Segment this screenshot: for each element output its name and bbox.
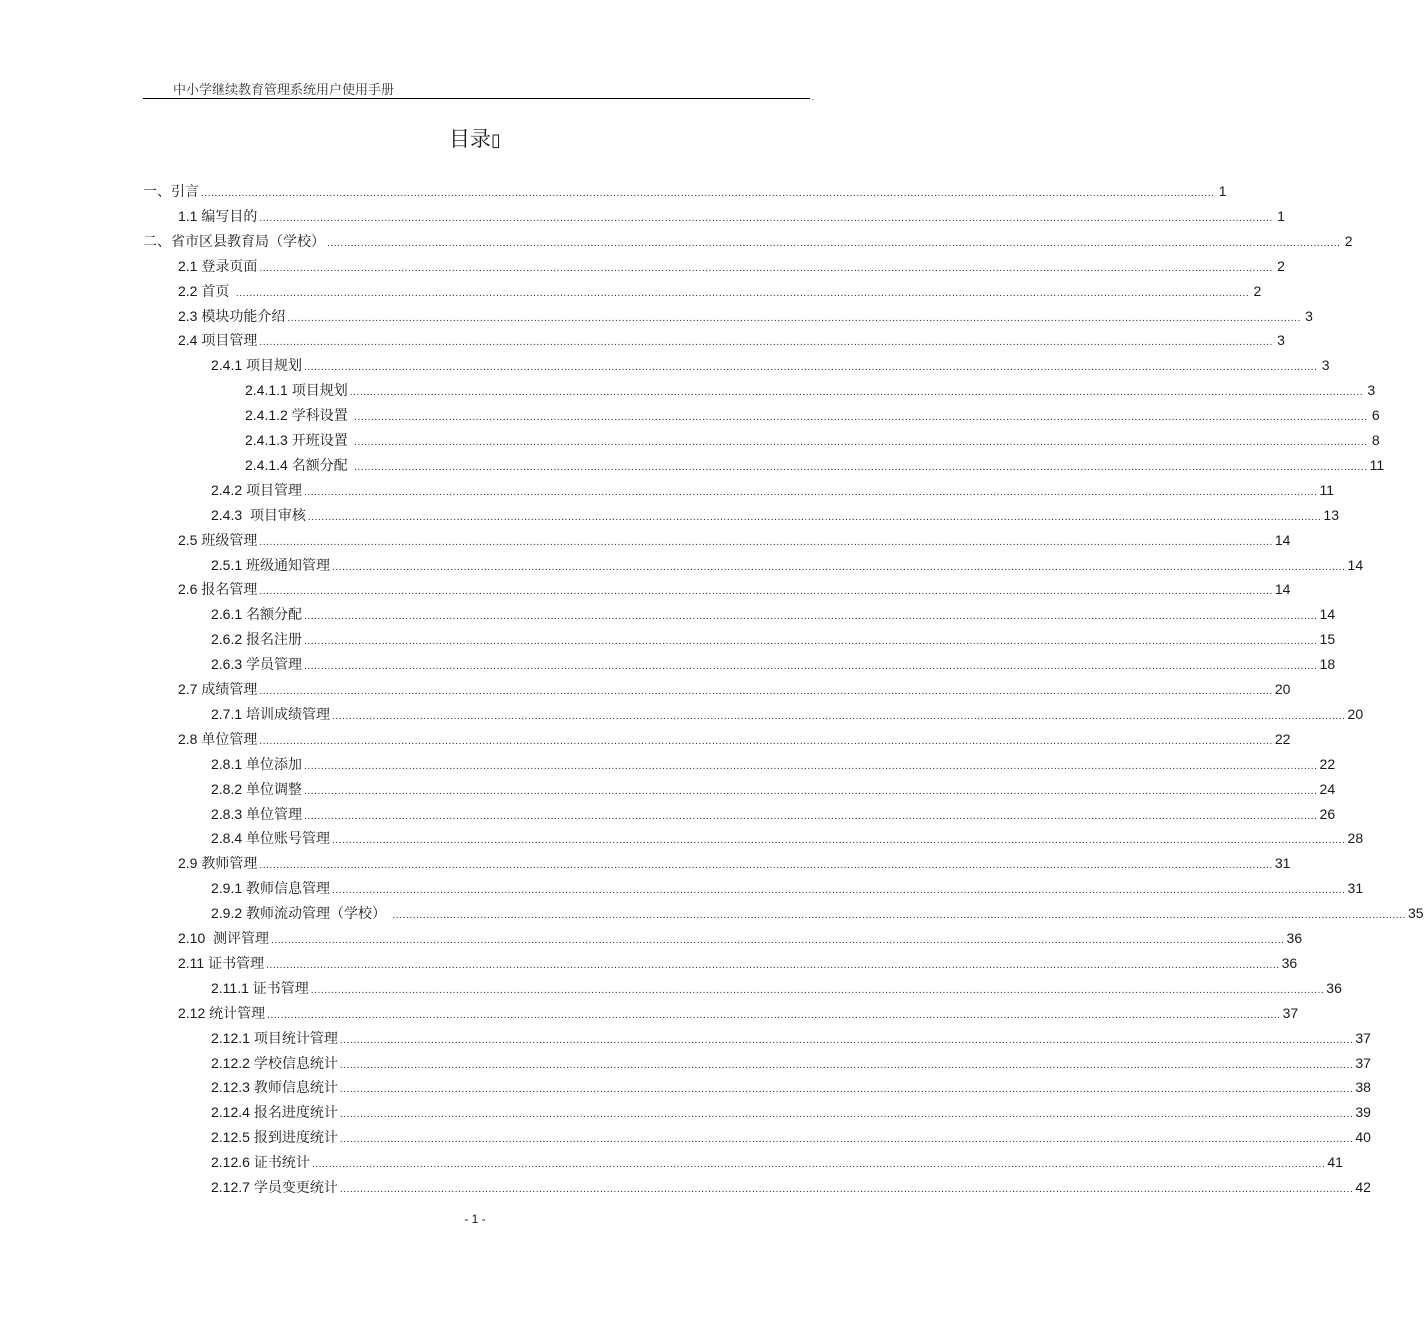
page-footer	[0, 1212, 950, 1226]
toc-entry[interactable]	[178, 204, 1285, 228]
toc-dot-leader: ............................................................................................................................................................................................................................................................................................................	[267, 1010, 1281, 1021]
toc-dot-leader: ............................................................................................................................................................................................................................................................................................................	[304, 362, 1318, 373]
toc-entry-number: 2.12.4	[211, 1104, 254, 1120]
toc-entry[interactable]	[211, 1150, 1343, 1174]
toc-entry[interactable]	[178, 851, 1291, 875]
toc-entry-label: 项目审核	[249, 508, 306, 524]
toc-entry-page: 36	[1326, 980, 1342, 996]
toc-entry-page: 22	[1319, 756, 1336, 772]
toc-dot-leader: ............................................................................................................................................................................................................................................................................................................	[259, 736, 1273, 747]
toc-dot-leader: ............................................................................................................................................................................................................................................................................................................	[304, 786, 1318, 797]
header-dot: .	[811, 93, 814, 102]
toc-entry[interactable]	[211, 602, 1336, 626]
toc-entry-page: 11	[1319, 482, 1335, 498]
page-number: - 1 -	[464, 1212, 486, 1226]
toc-entry-number: 2.8.2	[211, 781, 247, 797]
toc-entry[interactable]	[211, 503, 1339, 527]
toc-entry-label: 测评管理	[213, 931, 270, 947]
toc-entry-page: 41	[1327, 1154, 1343, 1170]
toc-title	[0, 123, 950, 153]
toc-entry-label: 证书统计	[253, 1155, 310, 1171]
toc-entry-page: 40	[1355, 1129, 1371, 1145]
toc-entry[interactable]	[245, 453, 1385, 477]
toc-entry[interactable]	[211, 478, 1335, 502]
toc-entry[interactable]	[143, 229, 1353, 253]
toc-entry[interactable]	[178, 304, 1313, 328]
toc-entry[interactable]	[178, 279, 1262, 303]
toc-entry[interactable]	[211, 353, 1330, 377]
toc-entry-number: 2.2	[178, 283, 202, 299]
toc-dot-leader: ............................................................................................................................................................................................................................................................................................................	[304, 611, 1318, 622]
toc-dot-leader: ............................................................................................................................................................................................................................................................................................................	[304, 636, 1318, 647]
toc-entry-page: 36	[1286, 930, 1303, 946]
toc-entry-number: 2.12.7	[211, 1179, 254, 1195]
toc-entry-page: 2	[1277, 258, 1285, 274]
toc-entry-number: 2.1	[178, 258, 202, 274]
toc-entry-label: 统计管理	[209, 1006, 266, 1022]
toc-dot-leader: ............................................................................................................................................................................................................................................................................................................	[287, 313, 1301, 324]
toc-entry-label: 首页	[201, 284, 234, 300]
toc-dot-leader: ............................................................................................................................................................................................................................................................................................................	[259, 213, 1273, 224]
toc-entry[interactable]	[211, 1075, 1371, 1099]
toc-entry-page: 3	[1367, 382, 1376, 398]
toc-entry-label: 班级管理	[201, 533, 258, 549]
toc-entry-label: 学员管理	[246, 657, 303, 673]
toc-entry-page: 31	[1274, 855, 1291, 871]
toc-entry-page: 38	[1355, 1079, 1371, 1095]
toc-entry-label: 证书管理	[208, 956, 265, 972]
toc-entry[interactable]	[178, 677, 1291, 701]
toc-entry-number: 2.12.1	[211, 1030, 254, 1046]
toc-entry-number: 2.3	[178, 308, 202, 324]
toc-entry-label: 证书管理	[252, 981, 309, 997]
toc-dot-leader: ............................................................................................................................................................................................................................................................................................................	[259, 686, 1273, 697]
toc-entry-label: 学校信息统计	[253, 1056, 338, 1072]
toc-entry-page: 22	[1274, 731, 1291, 747]
toc-entry-number: 2.4	[178, 332, 202, 348]
toc-entry-number: 2.4.1.3	[245, 432, 292, 448]
toc-dot-leader: ............................................................................................................................................................................................................................................................................................................	[354, 462, 1368, 473]
header-title: 中小学继续教育管理系统用户使用手册	[173, 83, 395, 98]
toc-entry-number: 2.6.1	[211, 606, 247, 622]
toc-dot-leader: ............................................................................................................................................................................................................................................................................................................	[332, 711, 1346, 722]
toc-entry-number: 2.7	[178, 681, 202, 697]
toc-dot-leader: ............................................................................................................................................................................................................................................................................................................	[259, 337, 1273, 348]
toc-entry-page: 8	[1371, 432, 1380, 448]
toc-entry-number: 2.6.2	[211, 631, 247, 647]
toc-entry-label: 开班设置	[291, 433, 353, 449]
toc-entry[interactable]	[211, 652, 1336, 676]
toc-entry-number: 2.12.3	[211, 1079, 254, 1095]
toc-title-text: 目录	[449, 127, 492, 151]
toc-dot-leader: ............................................................................................................................................................................................................................................................................................................	[266, 960, 1280, 971]
toc-entry-page: 1	[1277, 208, 1285, 224]
toc-dot-leader: ............................................................................................................................................................................................................................................................................................................	[259, 860, 1273, 871]
toc-entry[interactable]	[211, 627, 1336, 651]
toc-entry-number: 2.11	[178, 955, 209, 971]
toc-entry-label: 引言	[171, 184, 199, 200]
toc-entry-label: 报名管理	[201, 582, 258, 598]
toc-dot-leader: ............................................................................................................................................................................................................................................................................................................	[332, 835, 1346, 846]
toc-entry-page: 6	[1371, 407, 1380, 423]
toc-dot-leader: ............................................................................................................................................................................................................................................................................................................	[339, 1084, 1354, 1095]
toc-dot-leader: ............................................................................................................................................................................................................................................................................................................	[271, 935, 1285, 946]
toc-entry[interactable]	[245, 378, 1376, 402]
toc-entry-page: 26	[1319, 806, 1336, 822]
toc-entry-number: 2.4.2	[211, 482, 247, 498]
toc-entry[interactable]	[245, 428, 1380, 452]
toc-entry-page: 20	[1347, 706, 1364, 722]
toc-entry-label: 名额分配	[291, 458, 353, 474]
toc-dot-leader: ............................................................................................................................................................................................................................................................................................................	[304, 487, 1318, 498]
toc-dot-leader: ............................................................................................................................................................................................................................................................................................................	[339, 1184, 1354, 1195]
toc-entry[interactable]	[178, 1001, 1299, 1025]
toc-entry-label: 单位添加	[246, 757, 303, 773]
toc-entry-number: 二、	[143, 234, 171, 250]
toc-entry-page: 2	[1253, 283, 1262, 299]
toc-entry-label: 培训成绩管理	[246, 707, 331, 723]
toc-entry[interactable]	[178, 328, 1285, 352]
toc-entry-page: 14	[1274, 581, 1291, 597]
toc-entry-number: 2.4.1.4	[245, 457, 292, 473]
toc-entry-label: 报名注册	[246, 632, 303, 648]
toc-entry-label: 项目管理	[246, 483, 303, 499]
toc-entry-label: 项目规划	[291, 383, 348, 399]
toc-entry-number: 2.11.1	[211, 980, 253, 996]
toc-dot-leader: ............................................................................................................................................................................................................................................................................................................	[304, 761, 1318, 772]
toc-entry[interactable]	[211, 1026, 1371, 1050]
toc-entry-page: 37	[1355, 1055, 1371, 1071]
toc-entry-label: 登录页面	[201, 259, 258, 275]
toc-dot-leader: ............................................................................................................................................................................................................................................................................................................	[332, 562, 1346, 573]
toc-entry-page: 35	[1407, 905, 1424, 921]
toc-dot-leader: ............................................................................................................................................................................................................................................................................................................	[339, 1035, 1354, 1046]
toc-dot-leader: ............................................................................................................................................................................................................................................................................................................	[310, 985, 1325, 996]
toc-dot-leader: ............................................................................................................................................................................................................................................................................................................	[259, 537, 1273, 548]
toc-entry[interactable]	[211, 901, 1424, 925]
toc-dot-leader: ............................................................................................................................................................................................................................................................................................................	[307, 512, 1322, 523]
toc-entry-page: 31	[1347, 880, 1364, 896]
toc-entry-number: 2.12.6	[211, 1154, 254, 1170]
toc-entry[interactable]	[245, 403, 1380, 427]
toc-dot-leader: ............................................................................................................................................................................................................................................................................................................	[349, 387, 1364, 398]
toc-entry-label: 教师管理	[201, 856, 258, 872]
toc-entry-number: 2.12.5	[211, 1129, 254, 1145]
toc-entry-label: 成绩管理	[201, 682, 258, 698]
toc-entry-page: 28	[1347, 830, 1364, 846]
toc-entry-page: 11	[1369, 457, 1385, 473]
toc-entry[interactable]	[211, 1125, 1371, 1149]
toc-entry-number: 2.8.1	[211, 756, 247, 772]
toc-entry-number: 2.5	[178, 532, 202, 548]
toc-entry-label: 单位账号管理	[246, 831, 331, 847]
toc-entry-label: 项目管理	[201, 333, 258, 349]
page-header	[143, 78, 814, 102]
toc-dot-leader: ............................................................................................................................................................................................................................................................................................................	[339, 1109, 1354, 1120]
toc-entry[interactable]	[178, 528, 1291, 552]
toc-entry-page: 2	[1344, 233, 1353, 249]
toc-entry-number: 2.9	[178, 855, 202, 871]
toc-entry-label: 项目规划	[246, 358, 303, 374]
toc-entry-number: 2.9.1	[211, 880, 247, 896]
toc-entry-page: 37	[1282, 1005, 1299, 1021]
toc-entry-number: 2.8	[178, 731, 202, 747]
toc-entry-number: 一、	[143, 184, 171, 200]
toc-dot-leader: ............................................................................................................................................................................................................................................................................................................	[332, 885, 1346, 896]
toc-dot-leader: ............................................................................................................................................................................................................................................................................................................	[339, 1060, 1354, 1071]
toc-entry[interactable]	[211, 826, 1364, 850]
toc-entry-page: 15	[1319, 631, 1336, 647]
toc-entry-number: 2.12.2	[211, 1055, 254, 1071]
toc-entry-number: 2.4.1.1	[245, 382, 292, 398]
toc-entry[interactable]	[211, 802, 1336, 826]
toc-entry-page: 14	[1274, 532, 1291, 548]
toc-entry-label: 单位调整	[246, 782, 303, 798]
toc-entry-label: 编写目的	[201, 209, 258, 225]
toc-entry[interactable]	[143, 179, 1227, 203]
toc-entry-number: 2.12	[178, 1005, 210, 1021]
toc-entry[interactable]	[211, 553, 1364, 577]
toc-entry-label: 单位管理	[246, 807, 303, 823]
toc-entry-number: 2.5.1	[211, 557, 247, 573]
toc-entry[interactable]	[178, 926, 1303, 950]
toc-entry-label: 模块功能介绍	[201, 309, 286, 325]
toc-entry-number: 2.8.3	[211, 806, 247, 822]
toc-entry-page: 20	[1274, 681, 1291, 697]
toc-dot-leader: ............................................................................................................................................................................................................................................................................................................	[392, 910, 1406, 921]
toc-entry-page: 36	[1281, 955, 1298, 971]
toc-entry[interactable]	[211, 1051, 1371, 1075]
toc-entry-label: 教师流动管理（学校）	[246, 906, 391, 922]
toc-entry-page: 3	[1321, 357, 1330, 373]
toc-entry-number: 2.7.1	[211, 706, 247, 722]
toc-entry-page: 1	[1218, 183, 1227, 199]
toc-entry-label: 教师信息统计	[253, 1080, 338, 1096]
toc-entry-label: 学员变更统计	[253, 1180, 338, 1196]
toc-entry-number: 2.4.1.2	[245, 407, 292, 423]
toc-entry[interactable]	[211, 777, 1336, 801]
toc-entry[interactable]	[211, 976, 1342, 1000]
toc-entry-page: 37	[1355, 1030, 1371, 1046]
toc-dot-leader: ............................................................................................................................................................................................................................................................................................................	[259, 263, 1273, 274]
toc-entry-label: 名额分配	[246, 607, 303, 623]
toc-entry[interactable]	[211, 702, 1364, 726]
toc-entry-label: 报到进度统计	[253, 1130, 338, 1146]
toc-dot-leader: ............................................................................................................................................................................................................................................................................................................	[201, 188, 1215, 199]
toc-dot-leader: ............................................................................................................................................................................................................................................................................................................	[354, 412, 1368, 423]
toc-entry-label: 单位管理	[201, 732, 258, 748]
toc-dot-leader: ............................................................................................................................................................................................................................................................................................................	[311, 1159, 1326, 1170]
toc-entry-number: 2.4.3	[211, 507, 250, 523]
toc-dot-leader: ............................................................................................................................................................................................................................................................................................................	[235, 288, 1250, 299]
title-placeholder-glyph: ▯	[491, 130, 501, 151]
toc-entry-label: 教师信息管理	[246, 881, 331, 897]
toc-entry-page: 42	[1355, 1179, 1371, 1195]
toc-entry-label: 报名进度统计	[253, 1105, 338, 1121]
toc-entry-page: 24	[1319, 781, 1336, 797]
toc-entry[interactable]	[178, 254, 1285, 278]
toc-entry-page: 39	[1355, 1104, 1371, 1120]
toc-entry-page: 13	[1323, 507, 1339, 523]
toc-dot-leader: ............................................................................................................................................................................................................................................................................................................	[304, 661, 1318, 672]
toc-entry[interactable]	[211, 1175, 1371, 1199]
toc-entry-number: 2.6.3	[211, 656, 247, 672]
toc-dot-leader: ............................................................................................................................................................................................................................................................................................................	[354, 437, 1368, 448]
toc-entry[interactable]	[178, 577, 1291, 601]
toc-entry[interactable]	[211, 1100, 1371, 1124]
toc-entry-label: 学科设置	[291, 408, 353, 424]
toc-dot-leader: ............................................................................................................................................................................................................................................................................................................	[304, 811, 1318, 822]
toc-entry-number: 1.1	[178, 208, 202, 224]
toc-entry[interactable]	[178, 951, 1298, 975]
toc-entry-page: 14	[1319, 606, 1336, 622]
toc-entry[interactable]	[211, 752, 1336, 776]
toc-entry-label: 项目统计管理	[253, 1031, 338, 1047]
toc-dot-leader: ............................................................................................................................................................................................................................................................................................................	[339, 1134, 1354, 1145]
toc-entry-label: 省市区县教育局（学校）	[171, 234, 325, 250]
toc-dot-leader: ............................................................................................................................................................................................................................................................................................................	[327, 238, 1341, 249]
toc-entry-number: 2.10	[178, 930, 214, 946]
toc-entry-number: 2.6	[178, 581, 202, 597]
toc-entry-number: 2.9.2	[211, 905, 247, 921]
toc-entry-page: 3	[1305, 308, 1313, 324]
toc-entry-page: 18	[1319, 656, 1336, 672]
toc-entry-label: 班级通知管理	[246, 558, 331, 574]
toc-entry-number: 2.8.4	[211, 830, 247, 846]
toc-entry[interactable]	[178, 727, 1291, 751]
toc-dot-leader: ............................................................................................................................................................................................................................................................................................................	[259, 586, 1273, 597]
toc-entry[interactable]	[211, 876, 1364, 900]
toc-entry-page: 3	[1277, 332, 1285, 348]
toc-entry-number: 2.4.1	[211, 357, 247, 373]
toc-entry-page: 14	[1347, 557, 1364, 573]
